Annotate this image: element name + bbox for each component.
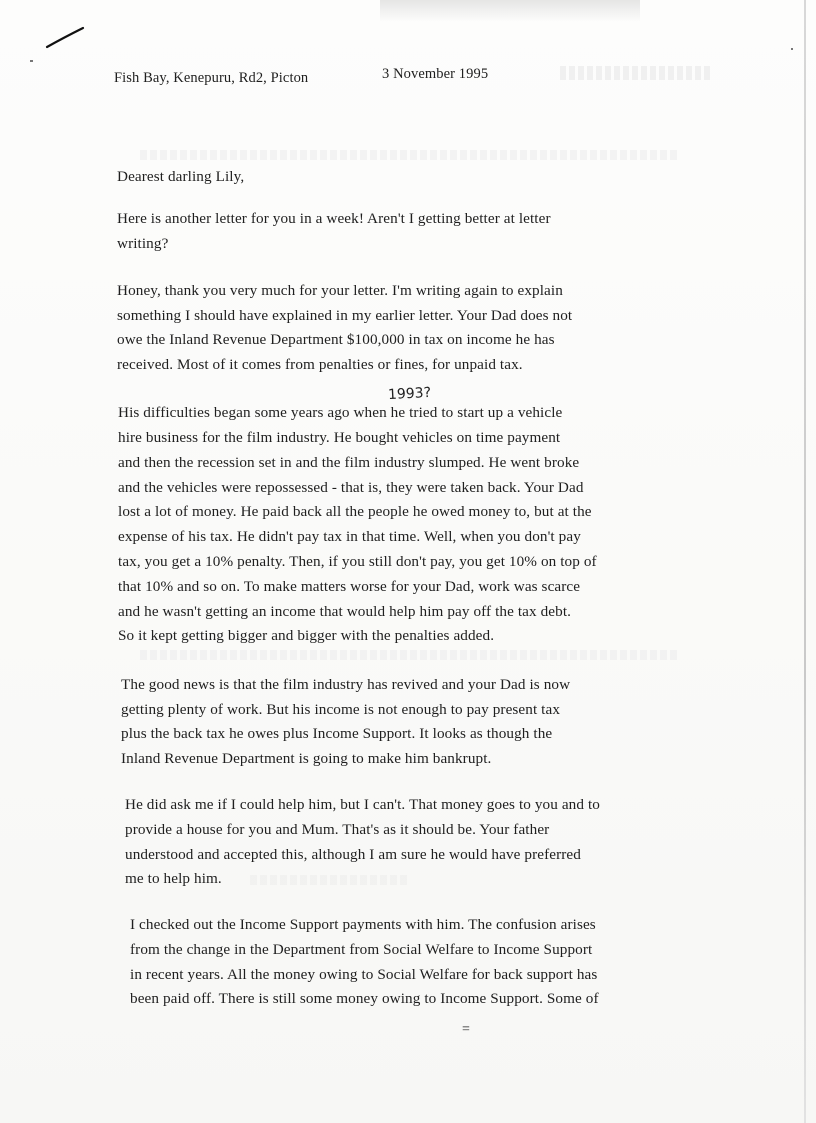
speck: [791, 48, 793, 50]
body-line: His difficulties began some years ago when he tried to start up a vehicle: [118, 404, 563, 421]
body-line: tax, you get a 10% penalty. Then, if you still don't pay, you get 10% on top of: [118, 553, 597, 570]
sender-address: Fish Bay, Kenepuru, Rd2, Picton: [114, 70, 309, 86]
body-line: me to help him.: [125, 870, 222, 887]
body-line: provide a house for you and Mum. That's as it should be. Your father: [125, 821, 550, 838]
body-line: He did ask me if I could help him, but I can't. That money goes to you and to: [125, 796, 600, 813]
speck: [30, 60, 33, 62]
body-line: Honey, thank you very much for your letter. I'm writing again to explain: [117, 282, 563, 299]
body-line: owe the Inland Revenue Department $100,000 in tax on income he has: [117, 331, 555, 348]
body-line: in recent years. All the money owing to Social Welfare for back support has: [130, 966, 598, 983]
body-line: The good news is that the film industry has revived and your Dad is now: [121, 676, 571, 693]
body-line: Inland Revenue Department is going to make him bankrupt.: [121, 750, 492, 767]
handwritten-annotation: 1993?: [387, 384, 432, 404]
page-edge: [804, 0, 806, 1123]
body-line: understood and accepted this, although I am sure he would have preferred: [125, 846, 581, 863]
body-line: something I should have explained in my earlier letter. Your Dad does not: [117, 307, 573, 324]
page-mark: =: [462, 1022, 470, 1037]
body-line: and then the recession set in and the film industry slumped. He went broke: [118, 454, 580, 471]
body-line: from the change in the Department from Social Welfare to Income Support: [130, 941, 593, 958]
body-line: and the vehicles were repossessed - that is, they were taken back. Your Dad: [118, 479, 584, 496]
body-line: plus the back tax he owes plus Income Support. It looks as though the: [121, 725, 553, 742]
body-line: received. Most of it comes from penalties or fines, for unpaid tax.: [117, 356, 523, 373]
body-line: and he wasn't getting an income that would help him pay off the tax debt.: [118, 603, 572, 620]
body-line: So it kept getting bigger and bigger with the penalties added.: [118, 627, 495, 644]
body-line: I checked out the Income Support payments with him. The confusion arises: [130, 916, 596, 933]
body-line: getting plenty of work. But his income is not enough to pay present tax: [121, 701, 561, 718]
body-line: been paid off. There is still some money owing to Income Support. Some of: [130, 990, 599, 1007]
letter-date: 3 November 1995: [382, 66, 489, 82]
body-line: hire business for the film industry. He bought vehicles on time payment: [118, 429, 561, 446]
body-line: that 10% and so on. To make matters worse for your Dad, work was scarce: [118, 578, 581, 595]
show-through-1: [560, 66, 710, 80]
salutation: Dearest darling Lily,: [117, 168, 245, 185]
body-line: lost a lot of money. He paid back all the people he owed money to, but at the: [118, 503, 592, 520]
body-line: expense of his tax. He didn't pay tax in that time. Well, when you don't pay: [118, 528, 581, 545]
body-line: writing?: [117, 235, 169, 252]
show-through-4: [250, 875, 410, 885]
body-line: Here is another letter for you in a week! Aren't I getting better at letter: [117, 210, 551, 227]
pen-stroke-icon: [45, 26, 85, 50]
show-through-3: [140, 650, 680, 660]
scan-smudge: [380, 0, 640, 22]
show-through-2: [140, 150, 680, 160]
